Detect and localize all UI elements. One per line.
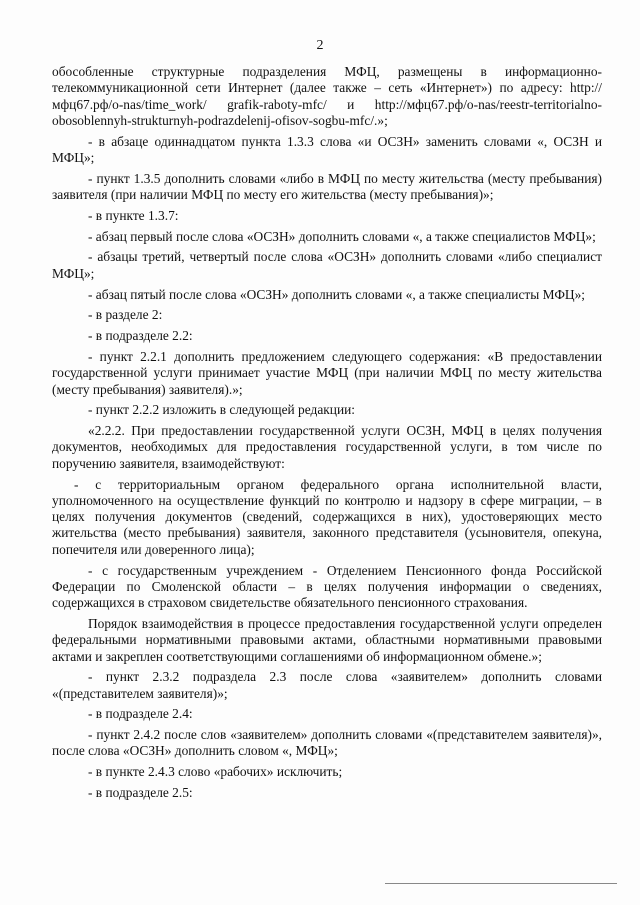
- paragraph: - пункт 2.4.2 после слов «заявителем» дополнить словами «(представителем заявителя)», после слова «ОСЗН» дополнить словом «, МФЦ»;: [52, 727, 602, 759]
- paragraph: - в подразделе 2.5:: [88, 785, 193, 801]
- paragraph: - в пункте 2.4.3 слово «рабочих» исключить;: [88, 764, 343, 780]
- paragraph: - пункт 2.2.2 изложить в следующей редакции:: [88, 402, 356, 418]
- page-number: 2: [316, 38, 324, 53]
- paragraph: - в подразделе 2.2:: [88, 328, 193, 344]
- paragraph: - пункт 2.3.2 подраздела 2.3 после слова «заявителем» дополнить словами «(представителем заявителя)»;: [52, 669, 602, 701]
- paragraph: - в подразделе 2.4:: [88, 706, 193, 722]
- paragraph: - пункт 1.3.5 дополнить словами «либо в МФЦ по месту жительства (месту пребывания) заявителя (при наличии МФЦ по месту его жительства (месту пребывания)»;: [52, 170, 602, 203]
- paragraph: - с территориальным органом федерального органа исполнительной власти, уполномоченного на осуществление функций по контролю и надзору в сфере миграции, – в целях получения документов (сведений, содержащихся в них), удостоверяющих место жительства (место пребывания) заявителя, законного представителя (усыновителя, опекуна, попечителя или доверенного лица);: [52, 476, 602, 557]
- document-body: [52, 64, 602, 806]
- paragraph: обособленные структурные подразделения МФЦ, размещены в информационно-телекоммуникационной сети Интернет (далее также – сеть «Интернет») по адресу: http://мфц67.рф/o-nas/time_work/ grafik-raboty-mfc/ и http://мфц67.рф/o-nas/reestr-territorialno-obosoblennyh-strukturnyh-podrazdelenij-ofisov-sogbu-mfc/.»;: [52, 64, 602, 128]
- paragraph: - абзац первый после слова «ОСЗН» дополнить словами «, а также специалистов МФЦ»;: [88, 228, 596, 244]
- paragraph: Порядок взаимодействия в процессе предоставления государственной услуги определен федеральными нормативными правовыми актами, областными нормативными правовыми актами и закреплен соответствующими соглашениями об информационном обмене.»;: [52, 615, 602, 664]
- paragraph: - в пункте 1.3.7:: [88, 207, 179, 223]
- paragraph: - в абзаце одиннадцатом пункта 1.3.3 слова «и ОСЗН» заменить словами «, ОСЗН и МФЦ»;: [52, 133, 602, 165]
- paragraph: - абзацы третий, четвертый после слова «ОСЗН» дополнить словами «либо специалист МФЦ»;: [52, 249, 602, 281]
- footer-divider: [385, 883, 617, 884]
- paragraph: - с государственным учреждением - Отделением Пенсионного фонда Российской Федерации по Смоленской области – в целях получения информации о сведениях, содержащихся в страховом свидетельстве обязательного пенсионного страхования.: [52, 562, 602, 611]
- paragraph: - в разделе 2:: [88, 307, 163, 323]
- paragraph: - абзац пятый после слова «ОСЗН» дополнить словами «, а также специалисты МФЦ»;: [88, 286, 586, 302]
- paragraph: - пункт 2.2.1 дополнить предложением следующего содержания: «В предоставлении государственной услуги принимает участие МФЦ (при наличии МФЦ по месту жительства (месту пребывания) заявителя).»;: [52, 348, 602, 397]
- paragraph: «2.2.2. При предоставлении государственной услуги ОСЗН, МФЦ в целях получения документов, необходимых для предоставления государственной услуги, в том числе по поручению заявителя, взаимодействуют:: [52, 423, 602, 471]
